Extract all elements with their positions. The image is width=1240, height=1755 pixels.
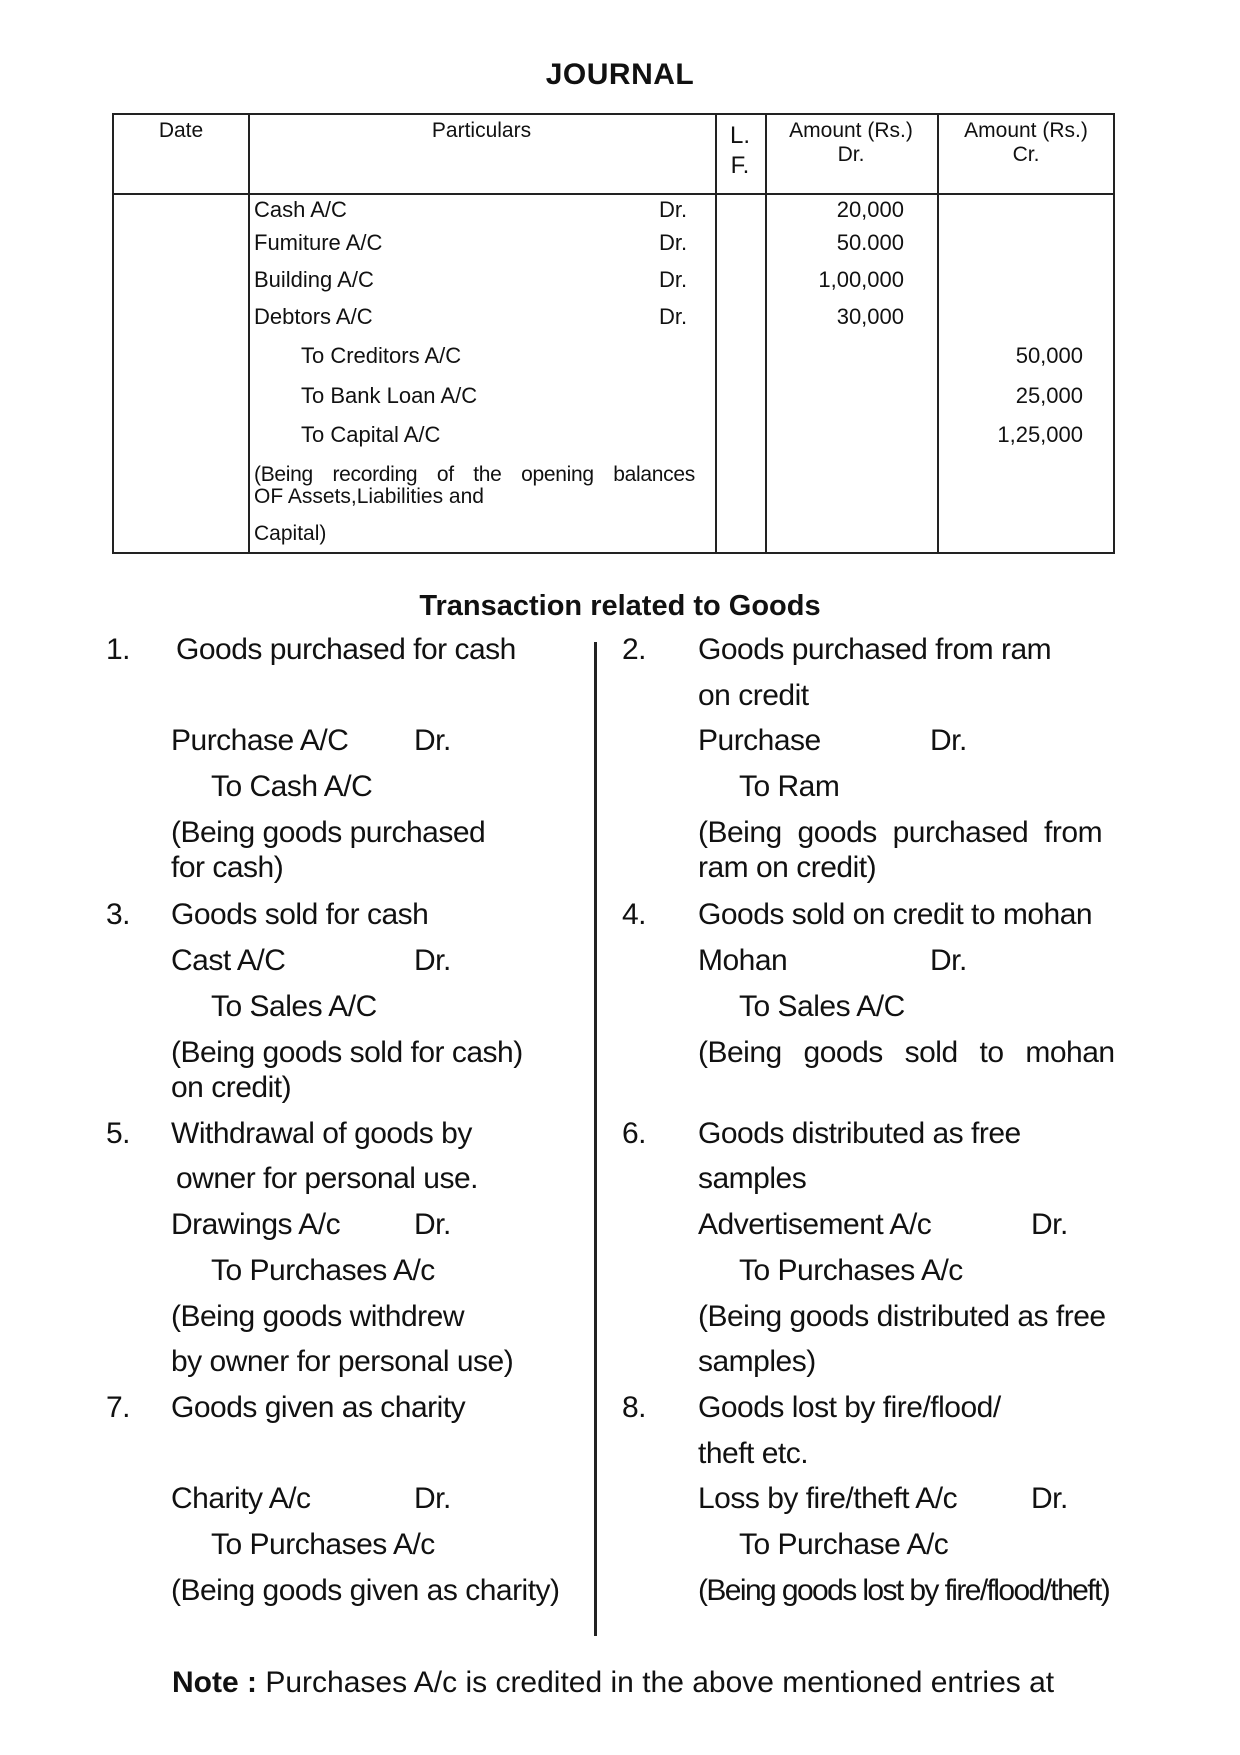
- note-label: Note :: [172, 1666, 257, 1699]
- debit-amount: 30,000: [836, 304, 904, 329]
- entry-debit: Loss by fire/theft A/c: [698, 1482, 958, 1515]
- entry-number: 8.: [622, 1391, 647, 1424]
- entry-credit: To Purchases A/c: [739, 1254, 963, 1287]
- debit-dr: Dr.: [659, 230, 688, 255]
- debit-account: Building A/C: [254, 267, 374, 292]
- entry-debit: Cast A/C: [171, 944, 286, 977]
- header-cr-1: Amount (Rs.): [964, 119, 1088, 142]
- entry-narration: (Being goods withdrew: [171, 1300, 465, 1333]
- debit-dr: Dr.: [659, 267, 688, 292]
- col-divider: [248, 115, 250, 552]
- page-title: JOURNAL: [545, 58, 695, 91]
- entry-dr: Dr.: [414, 724, 451, 757]
- entry-heading: Goods sold on credit to mohan: [698, 898, 1093, 931]
- entry-narration: (Being goods purchased from: [698, 816, 1103, 849]
- entry-narration: (Being goods distributed as free: [698, 1300, 1106, 1333]
- debit-dr: Dr.: [659, 197, 688, 222]
- entry-number: 2.: [622, 633, 647, 666]
- entry-debit: Purchase: [698, 724, 821, 757]
- entry-narration: by owner for personal use): [171, 1345, 514, 1378]
- journal-narration-line2: OF Assets,Liabilities and: [254, 485, 484, 508]
- journal-table: [112, 113, 1115, 554]
- entry-number: 5.: [106, 1117, 131, 1150]
- debit-account: Fumiture A/C: [254, 230, 383, 255]
- entry-heading: owner for personal use.: [176, 1162, 479, 1195]
- journal-narration: (Being recording of the opening balances: [254, 463, 695, 486]
- entry-heading: Goods distributed as free: [698, 1117, 1021, 1150]
- entry-dr: Dr.: [1031, 1208, 1068, 1241]
- entry-narration: (Being goods lost by fire/flood/theft): [698, 1574, 1110, 1607]
- debit-amount: 20,000: [836, 197, 904, 222]
- entry-heading: samples: [698, 1162, 807, 1195]
- entry-credit: To Cash A/C: [211, 770, 373, 803]
- col-divider: [937, 115, 939, 552]
- entry-credit: To Ram: [739, 770, 840, 803]
- entry-heading: on credit: [698, 679, 809, 712]
- entry-heading: Goods given as charity: [171, 1391, 466, 1424]
- entry-credit: To Sales A/C: [739, 990, 905, 1023]
- header-dr-2: Dr.: [837, 143, 865, 166]
- entry-heading: Goods purchased from ram: [698, 633, 1052, 666]
- entry-number: 1.: [106, 633, 131, 666]
- entry-narration: on credit): [171, 1071, 292, 1104]
- credit-amount: 25,000: [1015, 383, 1083, 408]
- entry-dr: Dr.: [930, 944, 967, 977]
- entry-number: 6.: [622, 1117, 647, 1150]
- debit-account: Cash A/C: [254, 197, 347, 222]
- entry-debit: Drawings A/c: [171, 1208, 341, 1241]
- credit-account: To Capital A/C: [301, 422, 441, 447]
- credit-account: To Creditors A/C: [301, 343, 462, 368]
- entry-credit: To Purchases A/c: [211, 1254, 435, 1287]
- entry-narration: (Being goods sold for cash): [171, 1036, 523, 1069]
- entry-heading: Withdrawal of goods by: [171, 1117, 472, 1150]
- header-date: Date: [158, 119, 204, 142]
- entry-narration: samples): [698, 1345, 816, 1378]
- entry-heading: Goods lost by fire/flood/: [698, 1391, 1001, 1424]
- entry-heading: Goods sold for cash: [171, 898, 429, 931]
- debit-amount: 1,00,000: [818, 267, 904, 292]
- header-divider: [114, 193, 1113, 195]
- entry-heading: theft etc.: [698, 1437, 809, 1470]
- entry-narration: (Being goods purchased: [171, 816, 486, 849]
- column-divider: [594, 642, 597, 1636]
- entry-dr: Dr.: [414, 944, 451, 977]
- header-particulars: Particulars: [431, 119, 532, 142]
- credit-account: To Bank Loan A/C: [301, 383, 478, 408]
- entry-dr: Dr.: [414, 1208, 451, 1241]
- entry-debit: Charity A/c: [171, 1482, 311, 1515]
- debit-amount: 50.000: [836, 230, 904, 255]
- entry-number: 4.: [622, 898, 647, 931]
- section-title: Transaction related to Goods: [419, 590, 821, 622]
- entry-dr: Dr.: [1031, 1482, 1068, 1515]
- entry-heading: Goods purchased for cash: [176, 633, 516, 666]
- entry-number: 7.: [106, 1391, 131, 1424]
- credit-amount: 50,000: [1015, 343, 1083, 368]
- note: [172, 1666, 1136, 1700]
- entry-credit: To Purchases A/c: [211, 1528, 435, 1561]
- entry-narration: for cash): [171, 851, 284, 884]
- entry-credit: To Purchase A/c: [739, 1528, 949, 1561]
- header-cr-2: Cr.: [1012, 143, 1040, 166]
- entry-debit: Mohan: [698, 944, 788, 977]
- entry-dr: Dr.: [414, 1482, 451, 1515]
- entry-dr: Dr.: [930, 724, 967, 757]
- debit-dr: Dr.: [659, 304, 688, 329]
- header-lf-1: L.: [729, 122, 750, 149]
- col-divider: [765, 115, 767, 552]
- entry-narration: ram on credit): [698, 851, 877, 884]
- header-lf-2: F.: [730, 152, 750, 179]
- entry-credit: To Sales A/C: [211, 990, 377, 1023]
- entry-debit: Advertisement A/c: [698, 1208, 932, 1241]
- entry-debit: Purchase A/C: [171, 724, 349, 757]
- journal-narration: Capital): [254, 522, 327, 545]
- note-text: Purchases A/c is credited in the above mentioned entries at: [265, 1666, 1055, 1699]
- entry-narration: (Being goods sold to mohan: [698, 1036, 1115, 1069]
- credit-amount: 1,25,000: [997, 422, 1083, 447]
- entry-number: 3.: [106, 898, 131, 931]
- journal-narration: [254, 485, 484, 508]
- header-dr-1: Amount (Rs.): [789, 119, 913, 142]
- debit-account: Debtors A/C: [254, 304, 373, 329]
- entry-narration: (Being goods given as charity): [171, 1574, 560, 1607]
